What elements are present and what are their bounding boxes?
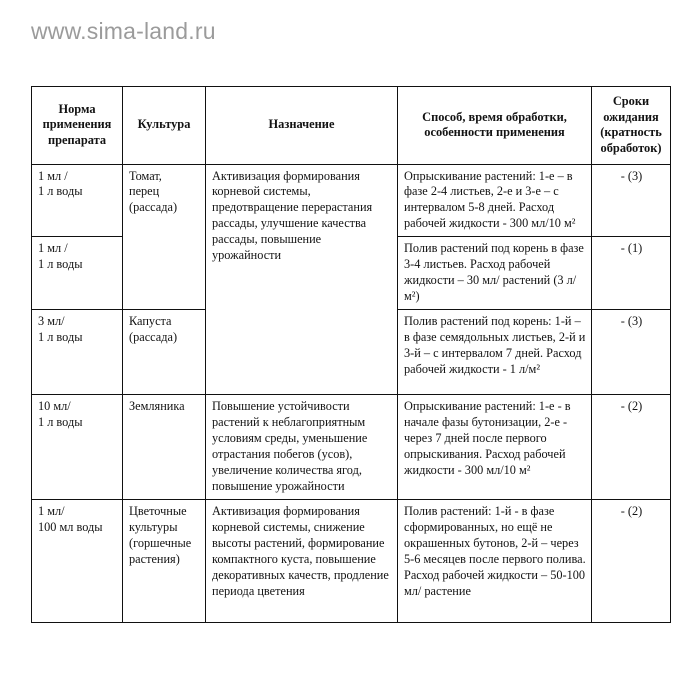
table-row xyxy=(32,395,671,500)
site-watermark: www.sima-land.ru xyxy=(31,18,216,44)
cell-method: Полив растений: 1-й - в фазе сформированных, но ещё не окрашенных бутонов, 2-й – через 5-6 месяцев после первого полива. Расход рабочей жидкости – 50-100 мл/ растение xyxy=(398,500,592,623)
cell-waiting: - (1) xyxy=(592,237,671,310)
table-header xyxy=(32,87,671,165)
cell-norm: 1 мл / 1 л воды xyxy=(32,237,123,310)
column-header-norm: Норма применения препарата xyxy=(32,87,123,165)
cell-waiting: - (2) xyxy=(592,500,671,623)
cell-crop: Томат, перец (рассада) xyxy=(123,164,206,310)
column-header-crop: Культура xyxy=(123,87,206,165)
cell-method: Опрыскивание растений: 1-е - в начале фазы бутонизации, 2-е - через 7 дней после первого опрыскивания. Расход рабочей жидкости - 300 мл/10 м² xyxy=(398,395,592,500)
usage-norms-table-container xyxy=(31,86,670,623)
cell-crop: Земляника xyxy=(123,395,206,500)
table-body xyxy=(32,164,671,623)
cell-norm: 1 мл/ 100 мл воды xyxy=(32,500,123,623)
column-header-method: Способ, время обработки, особенности применения xyxy=(398,87,592,165)
column-header-purpose: Назначение xyxy=(206,87,398,165)
cell-waiting: - (3) xyxy=(592,310,671,395)
cell-purpose: Повышение устойчивости растений к неблагоприятным условиям среды, уменьшение отрастания побегов (усов), увеличение количества ягод, повышение урожайности xyxy=(206,395,398,500)
cell-norm: 3 мл/ 1 л воды xyxy=(32,310,123,395)
cell-crop: Цветочные культуры (горшечные растения) xyxy=(123,500,206,623)
cell-crop: Капуста (рассада) xyxy=(123,310,206,395)
cell-method: Полив растений под корень в фазе 3-4 листьев. Расход рабочей жидкости – 30 мл/ растений (3 л/м²) xyxy=(398,237,592,310)
cell-method: Опрыскивание растений: 1-е – в фазе 2-4 листьев, 2-е и 3-е – с интервалом 5-8 дней. Расход рабочей жидкости - 300 мл/10 м² xyxy=(398,164,592,237)
cell-norm: 10 мл/ 1 л воды xyxy=(32,395,123,500)
cell-waiting: - (3) xyxy=(592,164,671,237)
usage-norms-table xyxy=(31,86,671,623)
cell-method: Полив растений под корень: 1-й – в фазе семядольных листьев, 2-й и 3-й – с интервалом 7 дней. Расход рабочей жидкости - 1 л/м² xyxy=(398,310,592,395)
cell-purpose: Активизация формирования корневой системы, снижение высоты растений, формирование компактного куста, повышение декоративных качеств, продление периода цветения xyxy=(206,500,398,623)
cell-waiting: - (2) xyxy=(592,395,671,500)
table-row xyxy=(32,164,671,237)
table-header-row xyxy=(32,87,671,165)
column-header-waiting: Сроки ожидания (кратность обработок) xyxy=(592,87,671,165)
cell-norm: 1 мл / 1 л воды xyxy=(32,164,123,237)
table-row xyxy=(32,500,671,623)
cell-purpose: Активизация формирования корневой системы, предотвращение перерастания рассады, улучшение качества рассады, повышение урожайности xyxy=(206,164,398,395)
